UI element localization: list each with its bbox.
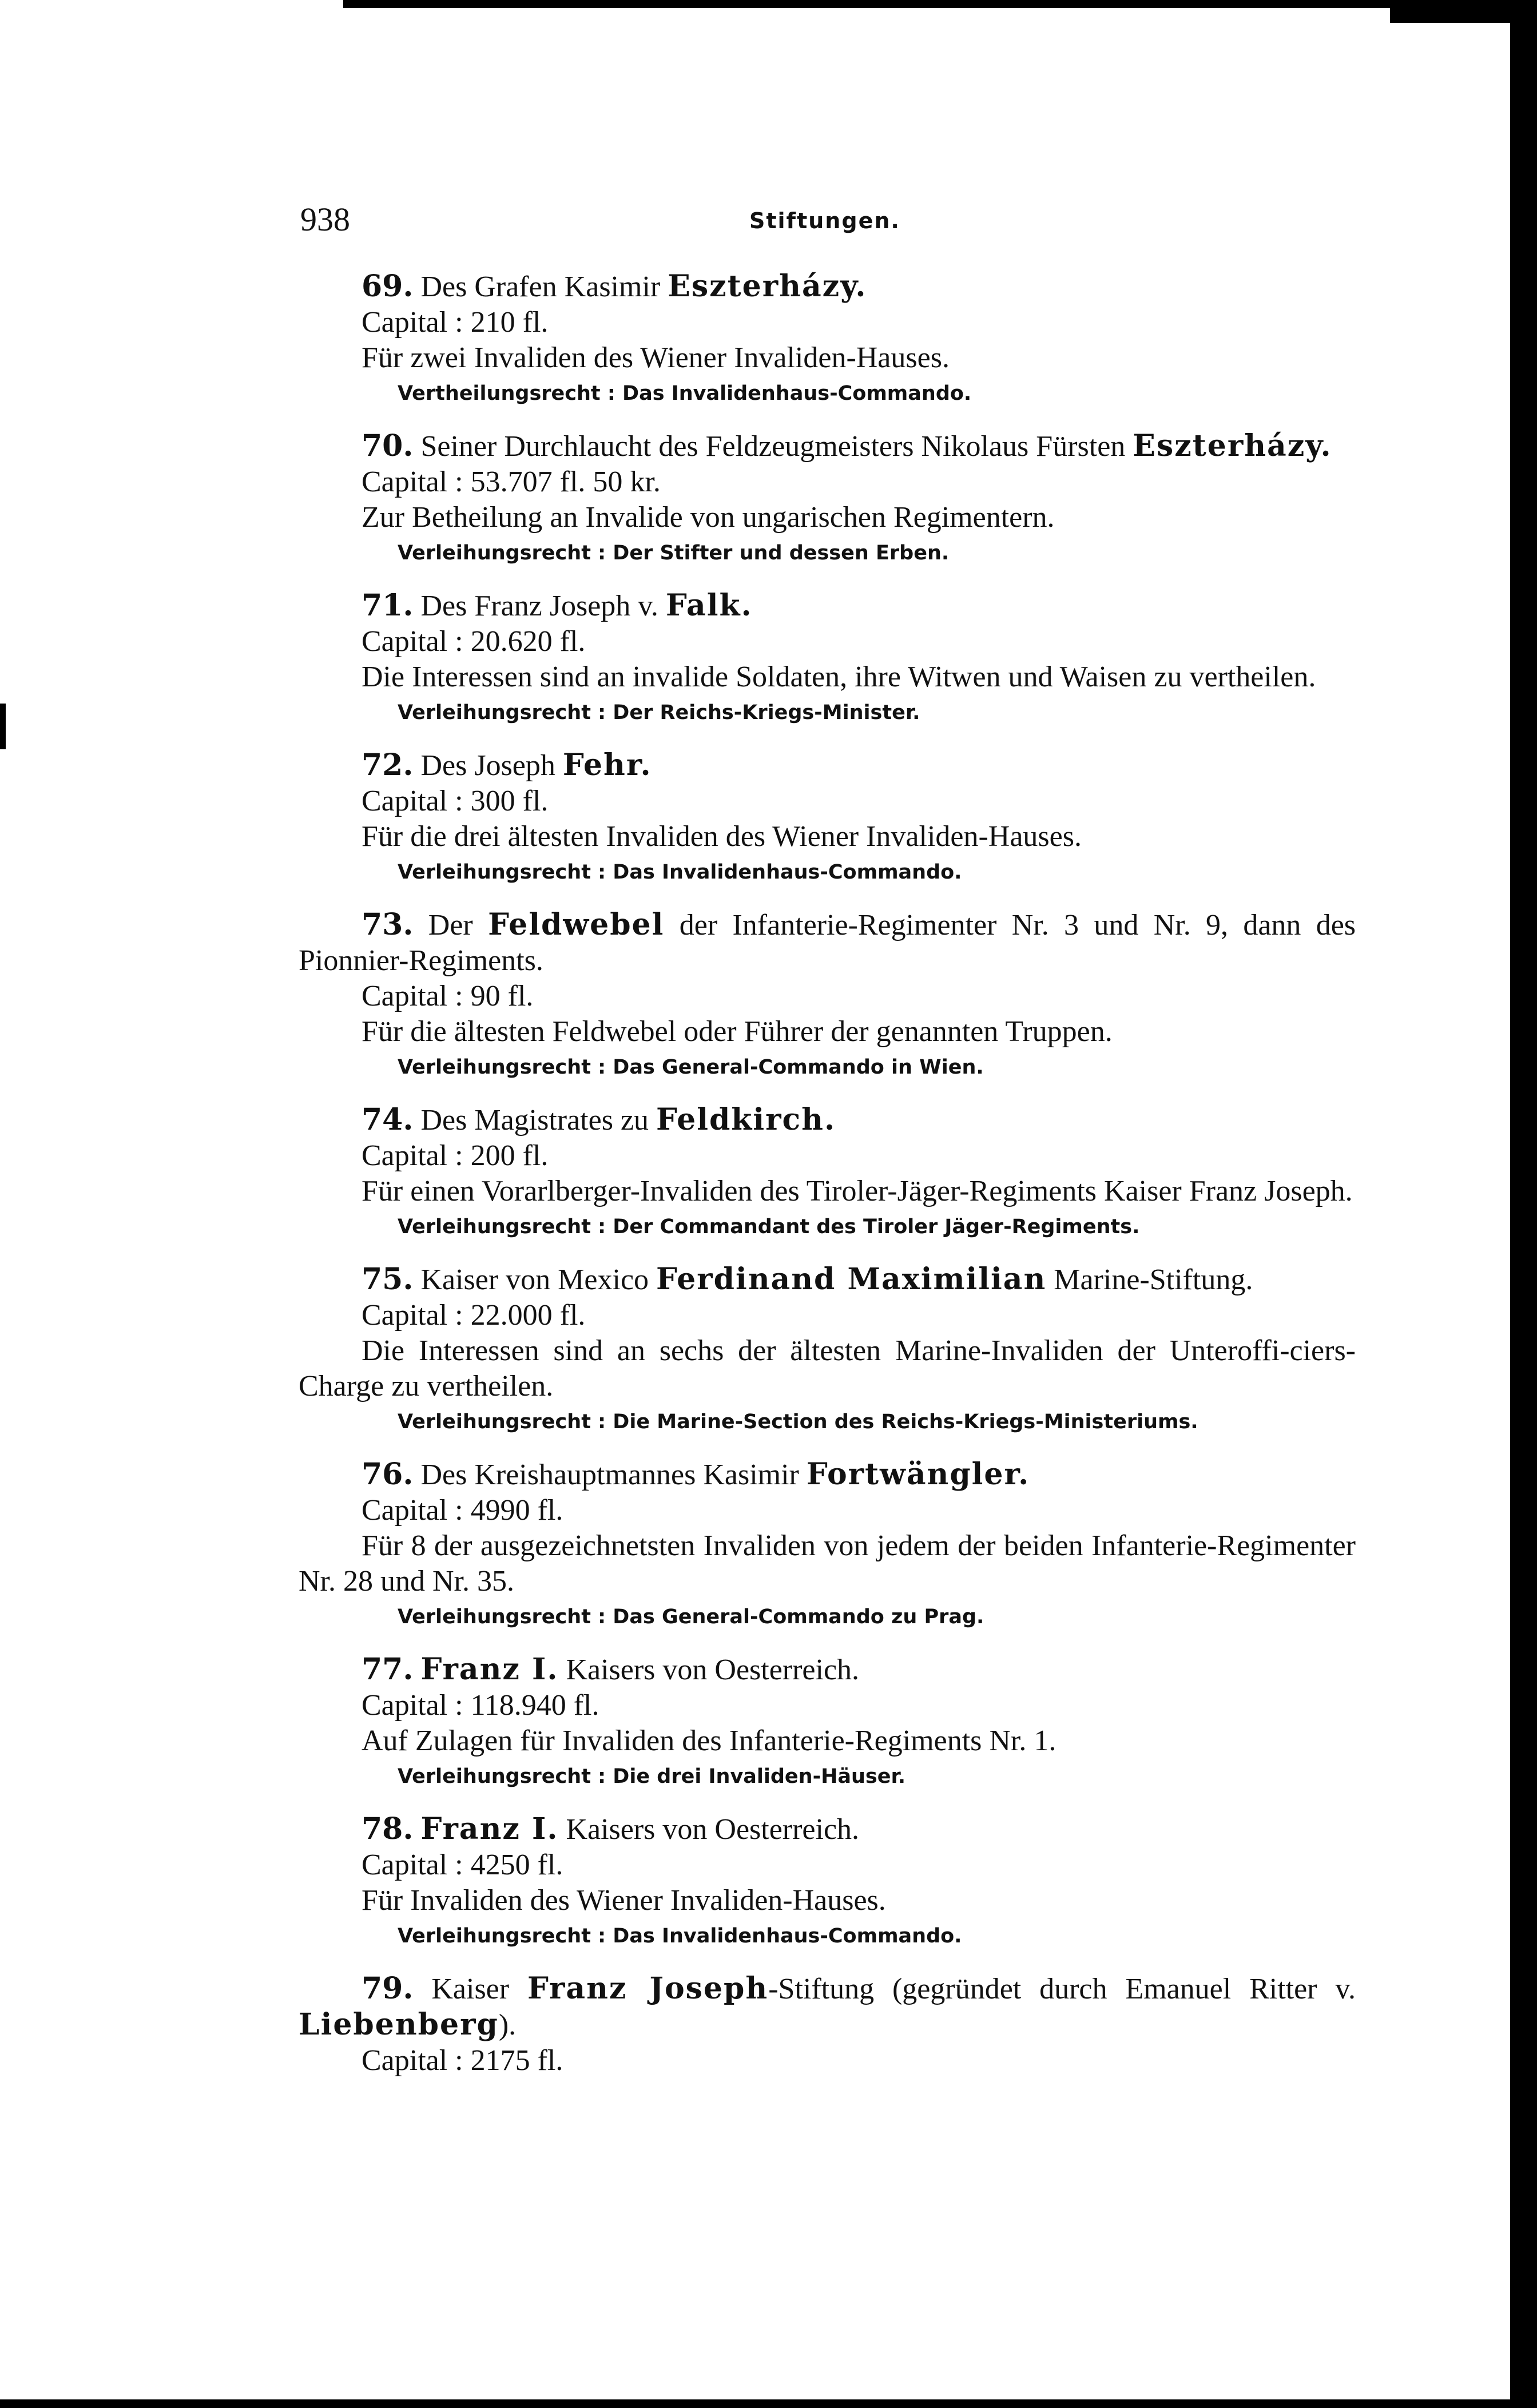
entry-pre: Seiner Durchlaucht des Feldzeugmeisters Nikolaus Fürsten: [420, 430, 1126, 463]
entry-69: [299, 269, 1356, 411]
entry-right: Verleihungsrecht : Das General-Commando zu Prag.: [398, 1606, 984, 1628]
entry-name: Eszterházy.: [668, 269, 867, 304]
entry-pre: Des Joseph: [420, 749, 555, 782]
entry-capital: Capital : 2175 fl.: [362, 2044, 563, 2077]
entry-description: Die Interessen sind an invalide Soldaten, ihre Witwen und Waisen zu vertheilen.: [362, 661, 1316, 693]
entry-right: Vertheilungsrecht : Das Invalidenhaus-Commando.: [398, 382, 972, 405]
entry-name: Franz I.: [420, 1652, 559, 1687]
entry-right: Verleihungsrecht : Der Reichs-Kriegs-Minister.: [398, 701, 920, 724]
entry-heading: [299, 1457, 1356, 1493]
entry-heading: [299, 1652, 1356, 1688]
entry-description: Für zwei Invaliden des Wiener Invaliden-Hauses.: [362, 341, 950, 374]
entry-number: 75.: [362, 1262, 414, 1297]
entry-75: [299, 1262, 1356, 1440]
entry-capital: Capital : 118.940 fl.: [362, 1689, 599, 1722]
entry-number: 72.: [362, 748, 414, 782]
entry-name: Feldkirch.: [656, 1102, 836, 1137]
entry-pre: Des Franz Joseph v.: [420, 590, 658, 622]
scan-edge-left-mark: [0, 704, 6, 749]
entry-capital: Capital : 53.707 fl. 50 kr.: [362, 466, 661, 498]
entry-description: Für die drei ältesten Invaliden des Wiener Invaliden-Hauses.: [362, 820, 1082, 853]
entry-description: Auf Zulagen für Invaliden des Infanterie-Regiments Nr. 1.: [362, 1724, 1057, 1757]
entry-number: 76.: [362, 1457, 414, 1492]
entry-pre: Kaiser von Mexico: [420, 1263, 649, 1296]
entry-71: [299, 588, 1356, 730]
entry-capital: Capital : 200 fl.: [362, 1139, 549, 1172]
page-number: 938: [300, 201, 350, 238]
entry-name: Ferdinand Maximilian: [656, 1262, 1047, 1297]
entry-79: [299, 1971, 1356, 2079]
entry-number: 69.: [362, 269, 414, 304]
entry-pre: Des Grafen Kasimir: [420, 271, 661, 303]
entry-description: Zur Betheilung an Invalide von ungarischen Regimentern.: [362, 501, 1055, 534]
entry-number: 77.: [362, 1652, 414, 1687]
entry-name: Fehr.: [562, 748, 652, 782]
entry-number: 79.: [362, 1971, 414, 2006]
entry-78: [299, 1811, 1356, 1954]
entry-capital: Capital : 4990 fl.: [362, 1494, 563, 1527]
entry-right: Verleihungsrecht : Der Commandant des Tiroler Jäger-Regiments.: [398, 1215, 1140, 1238]
entry-70: [299, 428, 1356, 571]
entry-right: Verleihungsrecht : Die Marine-Section des Reichs-Kriegs-Ministeriums.: [398, 1410, 1198, 1433]
entry-pre: Des Kreishauptmannes Kasimir: [420, 1459, 799, 1491]
entry-name: Eszterházy.: [1133, 428, 1332, 463]
entry-number: 70.: [362, 428, 414, 463]
entry-capital: Capital : 300 fl.: [362, 785, 549, 817]
running-title: Stiftungen.: [749, 208, 900, 233]
entry-post: der Infanterie-Regimenter Nr. 3 und Nr. 9, dann des Pionnier-Regiments.: [299, 909, 1356, 977]
entry-capital: Capital : 22.000 fl.: [362, 1299, 586, 1332]
entry-74: [299, 1102, 1356, 1245]
entry-right: Verleihungsrecht : Die drei Invaliden-Häuser.: [398, 1765, 906, 1788]
entry-number: 71.: [362, 588, 414, 623]
entry-name: Fortwängler.: [806, 1457, 1030, 1492]
entry-heading: [299, 1102, 1356, 1138]
entry-name: Falk.: [665, 588, 753, 623]
entry-name-2: Liebenberg: [299, 2007, 499, 2042]
entry-post: -Stiftung (gegründet durch Emanuel Ritter v.: [768, 1973, 1356, 2005]
entry-name: Franz I.: [420, 1811, 559, 1846]
entry-heading: [299, 748, 1356, 784]
entry-post: Kaisers von Oesterreich.: [566, 1654, 860, 1686]
entry-description: Für 8 der ausgezeichnetsten Invaliden von jedem der beiden Infanterie-Regimenter Nr. 28 und Nr. 35.: [299, 1529, 1356, 1598]
entry-post-2: ).: [498, 2009, 517, 2041]
entry-heading: [299, 1971, 1356, 2043]
entry-description: Für Invaliden des Wiener Invaliden-Hauses.: [362, 1884, 886, 1917]
entry-72: [299, 748, 1356, 890]
entry-76: [299, 1457, 1356, 1635]
running-head: [300, 200, 1353, 246]
scan-edge-corner: [1390, 0, 1520, 23]
entry-capital: Capital : 20.620 fl.: [362, 625, 586, 658]
entry-capital: Capital : 4250 fl.: [362, 1849, 563, 1881]
entry-pre: Des Magistrates zu: [420, 1104, 649, 1137]
scan-edge-top: [343, 0, 1520, 8]
scan-edge-right: [1510, 0, 1520, 2399]
entry-description: Für einen Vorarlberger-Invaliden des Tiroler-Jäger-Regiments Kaiser Franz Joseph.: [362, 1175, 1353, 1207]
entry-pre: Kaiser: [431, 1973, 510, 2005]
entry-73: [299, 907, 1356, 1085]
entry-name: Feldwebel: [488, 907, 665, 942]
entry-description: Für die ältesten Feldwebel oder Führer der genannten Truppen.: [362, 1015, 1113, 1048]
entries: [299, 269, 1356, 2096]
entry-right: Verleihungsrecht : Der Stifter und dessen Erben.: [398, 542, 950, 565]
entry-post: Marine-Stiftung.: [1054, 1263, 1253, 1296]
entry-heading: [299, 269, 1356, 305]
entry-heading: [299, 588, 1356, 624]
entry-heading: [299, 1262, 1356, 1298]
entry-pre: Der: [428, 909, 473, 941]
entry-number: 78.: [362, 1811, 414, 1846]
entry-description: Die Interessen sind an sechs der ältesten Marine-Invaliden der Unteroffi-ciers-Charge zu vertheilen.: [299, 1334, 1356, 1402]
entry-number: 73.: [362, 907, 414, 942]
entry-number: 74.: [362, 1102, 414, 1137]
entry-77: [299, 1652, 1356, 1794]
entry-heading: [299, 1811, 1356, 1847]
entry-capital: Capital : 90 fl.: [362, 980, 534, 1012]
entry-name: Franz Joseph: [527, 1971, 769, 2006]
entry-right: Verleihungsrecht : Das General-Commando in Wien.: [398, 1056, 984, 1079]
entry-right: Verleihungsrecht : Das Invalidenhaus-Commando.: [398, 1925, 962, 1948]
entry-heading: [299, 907, 1356, 979]
entry-capital: Capital : 210 fl.: [362, 306, 549, 339]
entry-post: Kaisers von Oesterreich.: [566, 1813, 860, 1846]
entry-heading: [299, 428, 1356, 464]
entry-right: Verleihungsrecht : Das Invalidenhaus-Commando.: [398, 861, 962, 884]
